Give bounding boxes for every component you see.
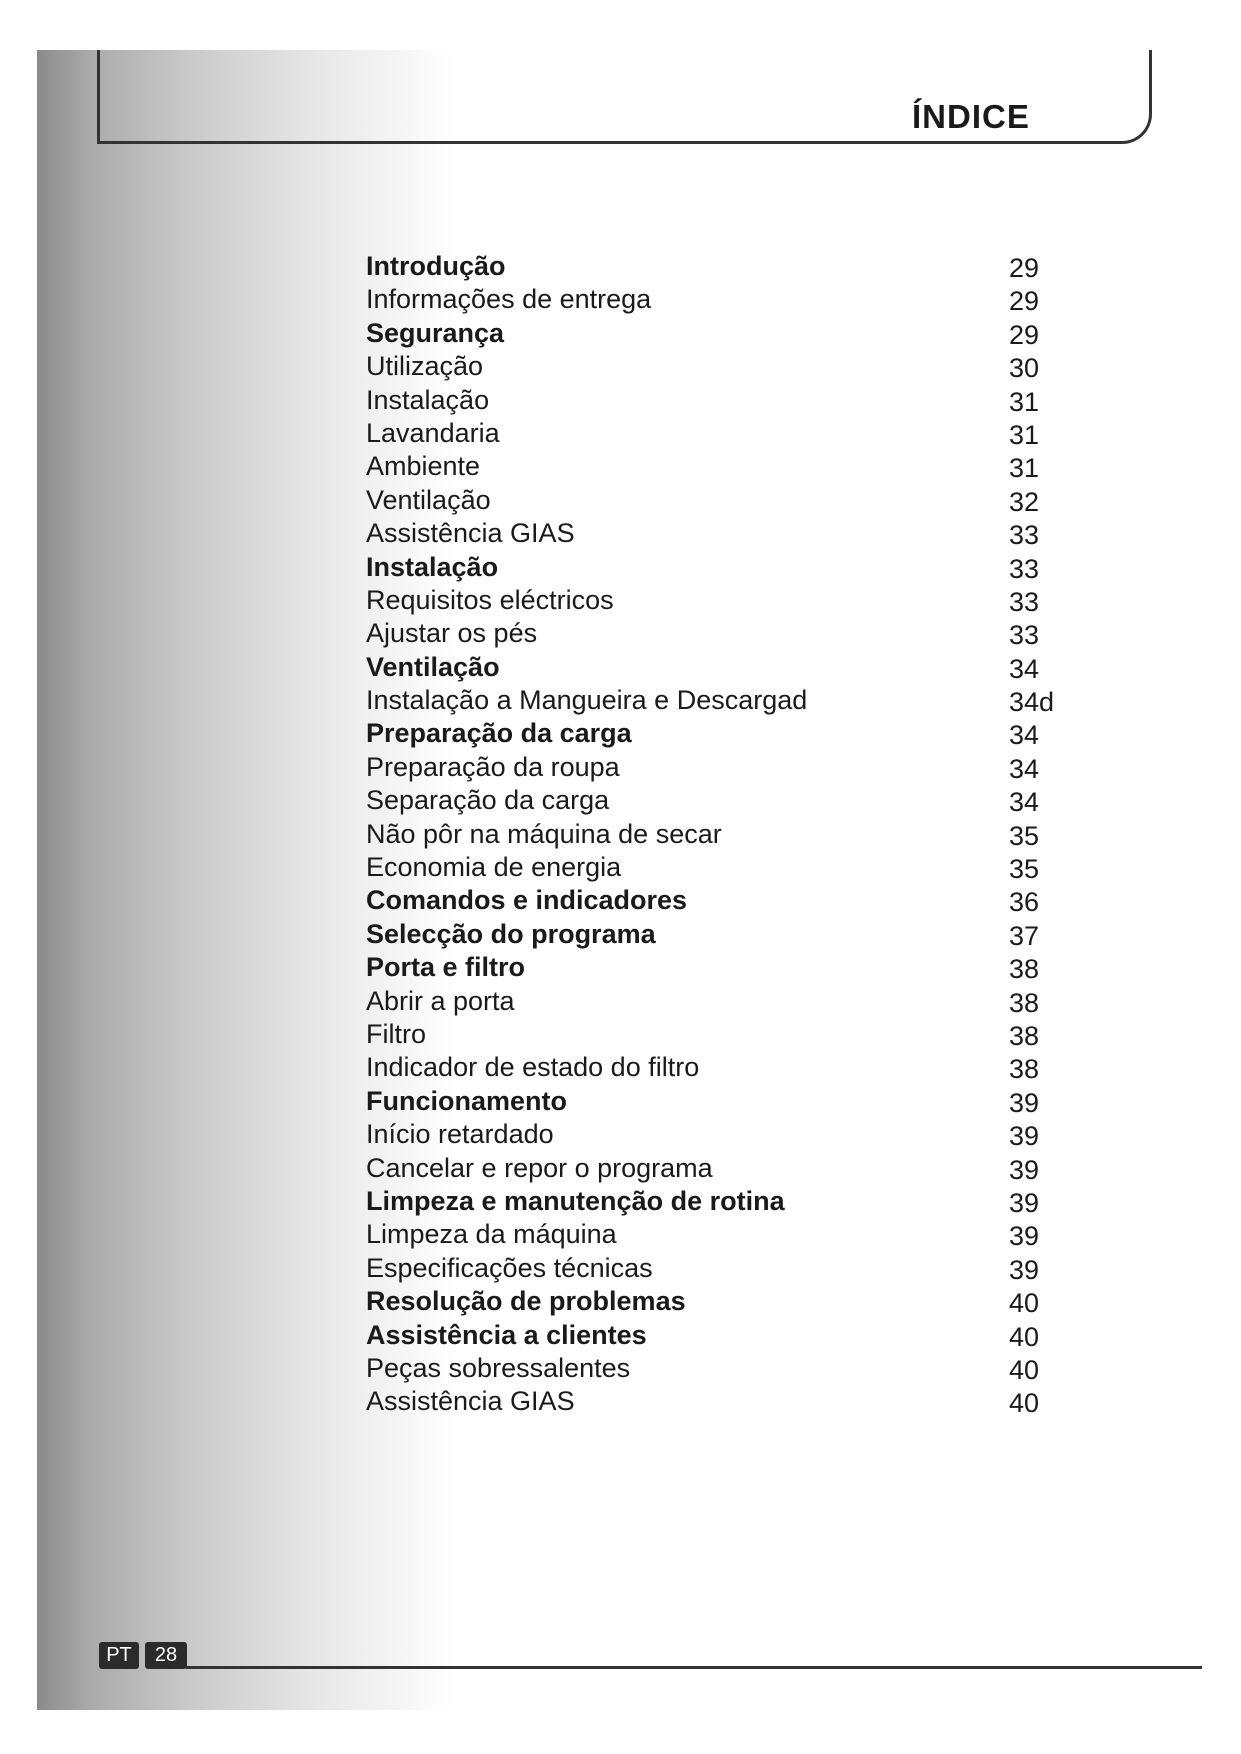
toc-entry-label: Economia de energia: [366, 852, 622, 883]
toc-page-number: 38: [1009, 987, 1040, 1018]
toc-entry-label: Limpeza da máquina: [366, 1219, 617, 1250]
toc-page-number: 33: [1009, 620, 1040, 651]
toc-section[interactable]: [366, 651, 1066, 684]
toc-entry[interactable]: [366, 1218, 1066, 1251]
toc-entry-label: Peças sobressalentes: [366, 1352, 631, 1383]
toc-page-number: 31: [1009, 386, 1040, 417]
toc-entry-label: Assistência GIAS: [366, 1386, 575, 1417]
toc-page-number: 40: [1009, 1388, 1040, 1419]
toc-section[interactable]: [366, 951, 1066, 984]
toc-section[interactable]: [366, 884, 1066, 917]
toc-page-number: 32: [1009, 486, 1040, 517]
toc-page-number: 40: [1009, 1288, 1040, 1319]
toc-entry-label: Especificações técnicas: [366, 1252, 653, 1283]
page-number-badge: 28: [145, 1642, 187, 1669]
toc-section[interactable]: [366, 918, 1066, 951]
toc-page-number: 33: [1009, 586, 1040, 617]
toc-entry[interactable]: [366, 517, 1066, 550]
toc-entry[interactable]: [366, 784, 1066, 817]
toc-entry[interactable]: [366, 584, 1066, 617]
toc-entry[interactable]: [366, 684, 1066, 717]
toc-page-number: 35: [1009, 820, 1040, 851]
toc-page-number: 31: [1009, 419, 1040, 450]
toc-page-number: 34: [1009, 720, 1040, 751]
toc-page-number: 29: [1009, 319, 1040, 350]
toc-page-number: 37: [1009, 920, 1040, 951]
toc-entry-label: Informações de entrega: [366, 284, 652, 315]
toc-entry-label: Selecção do programa: [366, 918, 656, 949]
toc-entry-label: Cancelar e repor o programa: [366, 1152, 713, 1183]
toc-entry[interactable]: [366, 751, 1066, 784]
language-badge: PT: [99, 1642, 139, 1669]
toc-page-number: 39: [1009, 1187, 1040, 1218]
footer-rule: [186, 1666, 1202, 1669]
toc-entry[interactable]: [366, 617, 1066, 650]
toc-section[interactable]: [366, 717, 1066, 750]
toc-entry[interactable]: [366, 1118, 1066, 1151]
toc-entry-label: Ventilação: [366, 651, 500, 682]
toc-page-number: 30: [1009, 353, 1040, 384]
toc-entry-label: Início retardado: [366, 1119, 554, 1150]
toc-entry[interactable]: [366, 1152, 1066, 1185]
toc-entry-label: Lavandaria: [366, 417, 500, 448]
toc-entry-label: Assistência a clientes: [366, 1319, 647, 1350]
toc-page-number: 31: [1009, 453, 1040, 484]
toc-page-number: 35: [1009, 854, 1040, 885]
toc-page-number: 39: [1009, 1254, 1040, 1285]
toc-page-number: 29: [1009, 253, 1040, 283]
toc-section[interactable]: [366, 1085, 1066, 1118]
toc-entry[interactable]: [366, 1051, 1066, 1084]
toc-page-number: 36: [1009, 887, 1040, 918]
toc-page-number: 34: [1009, 753, 1040, 784]
toc-entry-label: Porta e filtro: [366, 952, 526, 983]
page-title: ÍNDICE: [912, 98, 1030, 135]
toc-entry[interactable]: [366, 1018, 1066, 1051]
toc-entry-label: Filtro: [366, 1018, 426, 1049]
toc-entry-label: Preparação da roupa: [366, 751, 620, 782]
toc-entry[interactable]: [366, 384, 1066, 417]
toc-entry-label: Instalação a Mangueira e Descargad: [366, 685, 808, 716]
toc-page-number: 38: [1009, 1020, 1040, 1051]
toc-section[interactable]: [366, 551, 1066, 584]
toc-page-number: 40: [1009, 1321, 1040, 1352]
toc-entry-label: Utilização: [366, 351, 484, 382]
toc-entry-label: Assistência GIAS: [366, 518, 575, 549]
toc-page-number: 33: [1009, 553, 1040, 584]
toc-entry[interactable]: [366, 450, 1066, 483]
toc-page-number: 33: [1009, 520, 1040, 551]
toc-entry-label: Segurança: [366, 317, 505, 348]
toc-entry[interactable]: [366, 851, 1066, 884]
toc-page-number: 34d: [1009, 687, 1055, 718]
toc-page-number: 34: [1009, 653, 1040, 684]
toc-entry-label: Abrir a porta: [366, 985, 515, 1016]
toc-entry[interactable]: [366, 1252, 1066, 1285]
toc-section[interactable]: [366, 1285, 1066, 1318]
toc-entry-label: Não pôr na máquina de secar: [366, 818, 722, 849]
toc-page-number: 39: [1009, 1221, 1040, 1252]
toc-entry[interactable]: [366, 1352, 1066, 1385]
toc-entry-label: Comandos e indicadores: [366, 885, 688, 916]
toc-page-number: 29: [1009, 286, 1040, 317]
toc-page-number: 39: [1009, 1154, 1040, 1185]
toc-section[interactable]: [366, 250, 1066, 283]
toc-entry-label: Resolução de problemas: [366, 1286, 686, 1317]
table-of-contents: [366, 250, 1066, 1419]
toc-entry[interactable]: [366, 1385, 1066, 1418]
toc-entry-label: Funcionamento: [366, 1085, 567, 1116]
toc-entry-label: Preparação da carga: [366, 718, 632, 749]
toc-entry[interactable]: [366, 417, 1066, 450]
toc-page-number: 40: [1009, 1354, 1040, 1385]
toc-page-number: 34: [1009, 787, 1040, 818]
toc-entry-label: Instalação: [366, 551, 499, 582]
toc-entry[interactable]: [366, 818, 1066, 851]
toc-entry-label: Ajustar os pés: [366, 618, 538, 649]
toc-entry-label: Ambiente: [366, 451, 481, 482]
toc-entry-label: Requisitos eléctricos: [366, 584, 614, 615]
toc-page-number: 38: [1009, 1054, 1040, 1085]
toc-section[interactable]: [366, 317, 1066, 350]
toc-entry-label: Limpeza e manutenção de rotina: [366, 1185, 785, 1216]
toc-entry-label: Indicador de estado do filtro: [366, 1052, 700, 1083]
toc-section[interactable]: [366, 1185, 1066, 1218]
toc-section[interactable]: [366, 1319, 1066, 1352]
toc-entry[interactable]: [366, 283, 1066, 316]
toc-page-number: 38: [1009, 954, 1040, 985]
toc-entry-label: Ventilação: [366, 484, 491, 515]
toc-entry-label: Separação da carga: [366, 785, 610, 816]
toc-entry-label: Introdução: [366, 251, 506, 281]
toc-entry[interactable]: [366, 484, 1066, 517]
toc-entry-label: Instalação: [366, 384, 490, 415]
toc-page-number: 39: [1009, 1087, 1040, 1118]
toc-entry[interactable]: [366, 350, 1066, 383]
toc-entry[interactable]: [366, 985, 1066, 1018]
toc-page-number: 39: [1009, 1121, 1040, 1152]
